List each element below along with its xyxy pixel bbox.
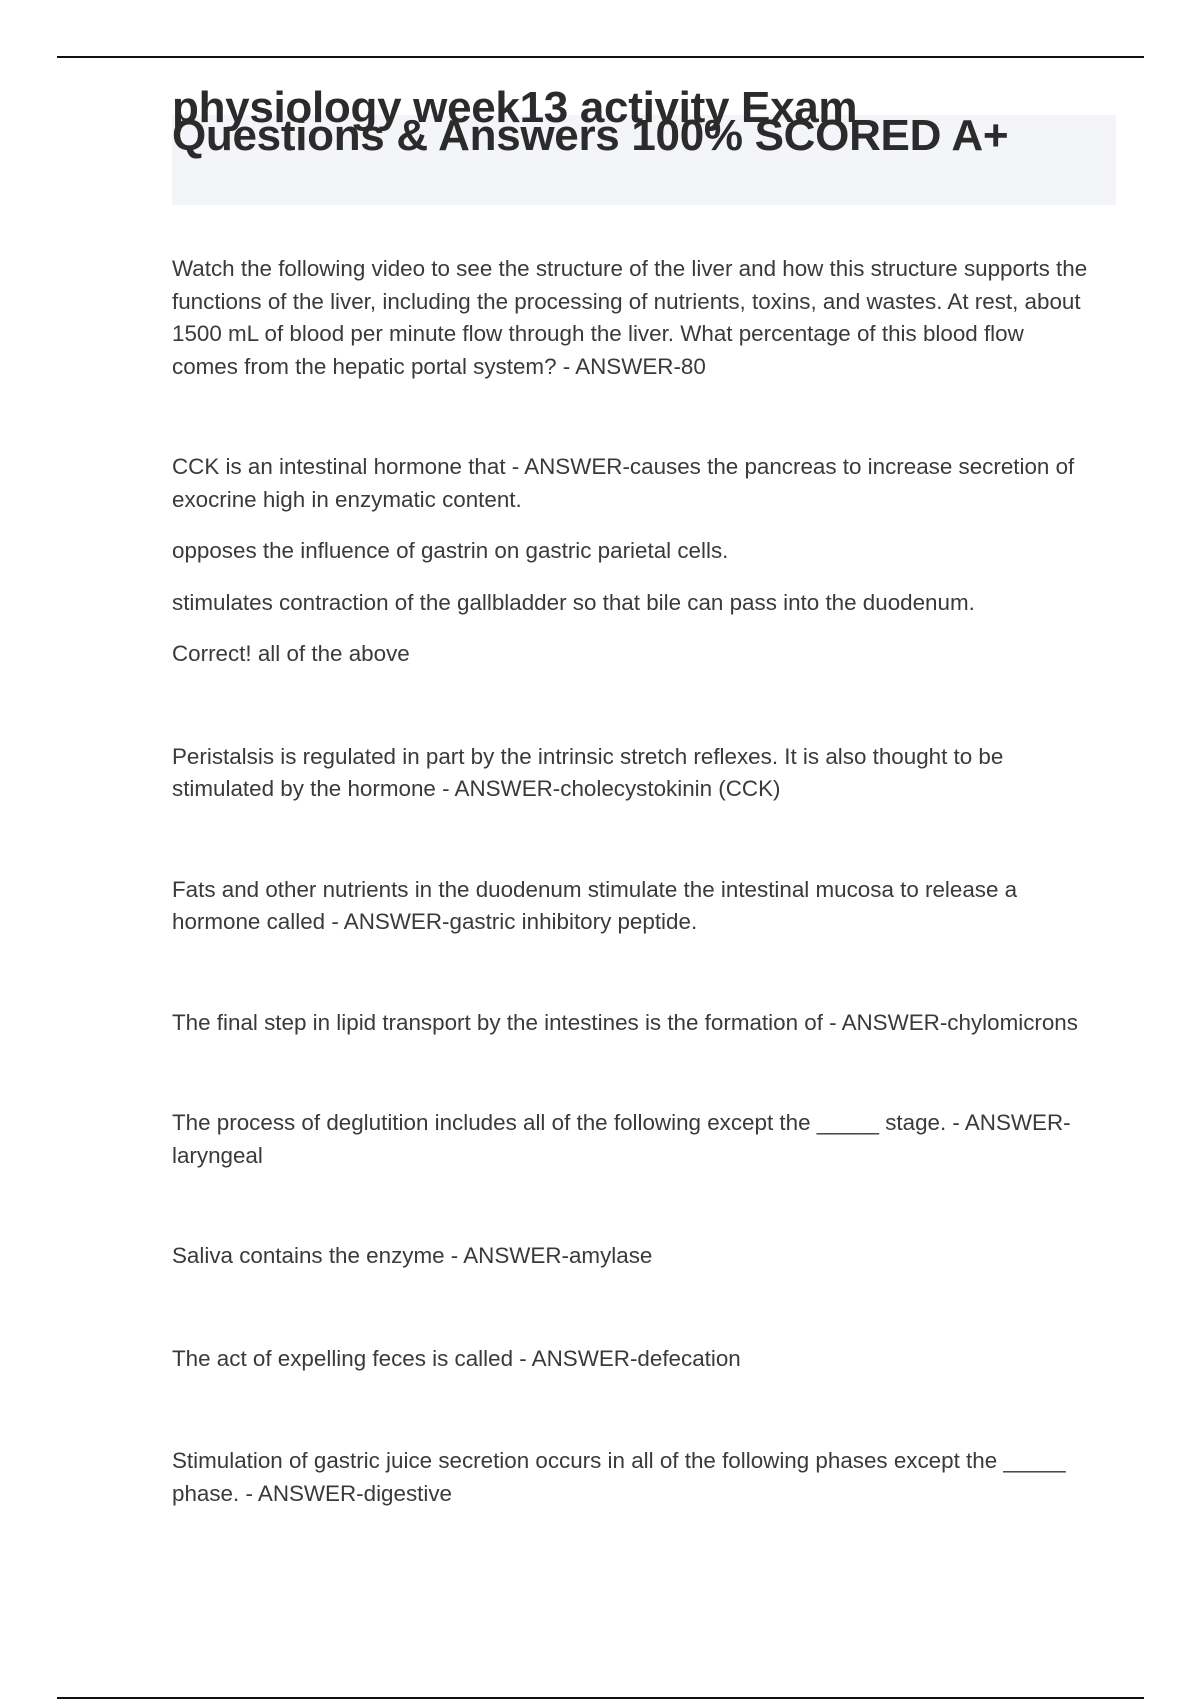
question-8: The act of expelling feces is called - ANSWER-defecation bbox=[172, 1345, 741, 1371]
document-body bbox=[172, 253, 1094, 1510]
question-9: Stimulation of gastric juice secretion occurs in all of the following phases except the _____ phase. - ANSWER-digestive bbox=[172, 1448, 1072, 1506]
question-2: CCK is an intestinal hormone that - ANSWER-causes the pancreas to increase secretion of exocrine high in enzymatic content. bbox=[172, 454, 1081, 512]
question-2-option-2: stimulates contraction of the gallbladder so that bile can pass into the duodenum. bbox=[172, 589, 975, 615]
question-4: Fats and other nutrients in the duodenum stimulate the intestinal mucosa to release a hormone called - ANSWER-gastric inhibitory peptide. bbox=[172, 876, 1024, 934]
question-3: Peristalsis is regulated in part by the intrinsic stretch reflexes. It is also thought to be stimulated by the hormone - ANSWER-cholecystokinin (CCK) bbox=[172, 743, 1010, 801]
question-7: Saliva contains the enzyme - ANSWER-amylase bbox=[172, 1243, 653, 1268]
question-6: The process of deglutition includes all of the following except the _____ stage. - ANSWER-laryngeal bbox=[172, 1110, 1071, 1168]
question-2-option-3: Correct! all of the above bbox=[172, 641, 410, 666]
question-1: Watch the following video to see the structure of the liver and how this structure supports the functions of the liver, including the processing of nutrients, toxins, and wastes. At rest, about 1500 mL of blood per minute flow through the liver. What percentage of this blood flow comes from the hepatic portal system? - ANSWER-80 bbox=[172, 256, 1094, 379]
document-title: physiology week13 activity Exam Questions & Answers 100% SCORED A+ bbox=[172, 83, 1009, 160]
question-2-option-1: opposes the influence of gastrin on gastric parietal cells. bbox=[172, 538, 729, 563]
bottom-divider bbox=[57, 1697, 1144, 1699]
question-5: The final step in lipid transport by the intestines is the formation of - ANSWER-chylomicrons bbox=[172, 1009, 1078, 1035]
top-divider bbox=[57, 56, 1144, 58]
